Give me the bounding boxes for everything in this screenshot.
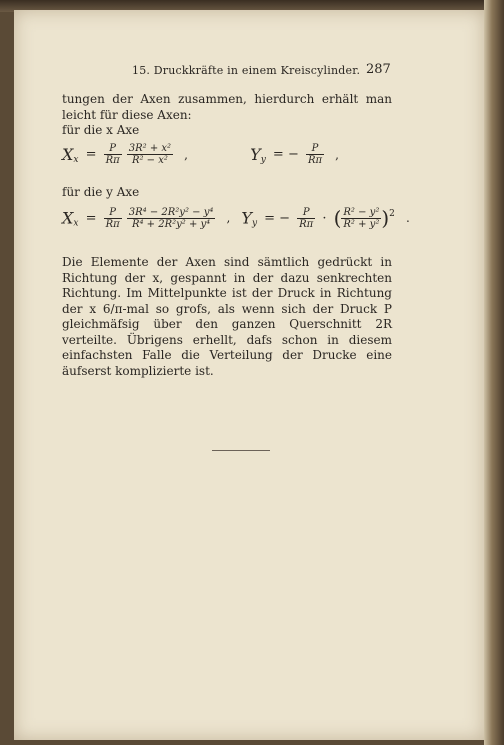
formula2-f3-num: P bbox=[302, 206, 310, 218]
formula2-f1-num: P bbox=[109, 206, 116, 218]
book-spine-edge bbox=[484, 0, 504, 745]
formula2-exponent: 2 bbox=[389, 209, 395, 220]
formula2-f4-num: R² − y² bbox=[343, 206, 380, 218]
formula2-paren-close: ) bbox=[381, 206, 390, 230]
formula1-f1-den: Rπ bbox=[105, 155, 120, 166]
formula1-fraction-3 bbox=[306, 143, 324, 166]
formula1-lhs-var: X bbox=[62, 145, 74, 164]
formula2-period: . bbox=[405, 211, 410, 225]
formula1-comma-2: , bbox=[335, 147, 339, 162]
formula2-rhs-equals: = − bbox=[264, 210, 291, 226]
intro-text: tungen der Axen zusammen, hierdurch erhält man leicht für diese Axen: bbox=[62, 92, 392, 122]
formula2-equals: = bbox=[85, 210, 97, 226]
formula2-fraction-3 bbox=[297, 207, 315, 230]
formula1-f3-den: Rπ bbox=[307, 155, 323, 166]
formula1-f2-den: R² − x² bbox=[127, 154, 173, 166]
formula2-lhs-var: X bbox=[62, 208, 74, 228]
formula-y-axis bbox=[62, 206, 422, 250]
formula1-f1-num: P bbox=[109, 143, 116, 154]
body-paragraph: Die Elemente der Axen sind sämtlich gedrückt in Richtung der x, gespannt in der dazu senkrechten Richtung. Im Mittelpunkte ist der Druck in Richtung der x 6/π-mal so grofs, als wenn sich der Druck P gleichmäfsig über den ganzen Querschnitt 2R verteilte. Übrigens erhellt, dafs schon in diesem einfachsten Falle die Verteilung der Drucke eine äufserst komplizierte ist. bbox=[62, 255, 392, 378]
formula2-fraction-1 bbox=[104, 207, 122, 230]
formula2-fraction-4 bbox=[341, 207, 381, 230]
header-title: 15. Druckkräfte in einem Kreiscylinder. bbox=[132, 64, 361, 77]
formula2-paren-open: ( bbox=[333, 206, 342, 230]
formula1-comma: , bbox=[184, 147, 188, 162]
formula-x-axis bbox=[62, 143, 422, 187]
section-divider bbox=[212, 450, 270, 451]
running-header bbox=[14, 62, 484, 82]
formula1-lhs-sub: x bbox=[73, 155, 79, 165]
label-x-axis: für die x Axe bbox=[62, 123, 140, 137]
formula2-rhs-var: Y bbox=[241, 208, 252, 228]
formula1-rhs-equals: = − bbox=[272, 147, 299, 162]
formula2-f2-den: R⁴ + 2R²y² + y⁴ bbox=[127, 218, 216, 230]
formula1-rhs-sub: y bbox=[260, 155, 266, 165]
formula1-equals: = bbox=[85, 147, 97, 162]
formula2-comma: , bbox=[226, 211, 231, 225]
formula2-lhs-sub: x bbox=[73, 218, 79, 229]
formula2-fraction-2 bbox=[127, 207, 216, 230]
page-number: 287 bbox=[366, 62, 391, 77]
book-page bbox=[14, 10, 484, 740]
formula2-f2-num: 3R⁴ − 2R²y² − y⁴ bbox=[128, 206, 214, 218]
formula1-fraction-1 bbox=[104, 143, 122, 166]
formula1-f3-num: P bbox=[311, 143, 319, 154]
formula2-rhs-sub: y bbox=[251, 218, 258, 229]
formula1-fraction-2 bbox=[127, 143, 173, 166]
formula1-f2-num: 3R² + x² bbox=[128, 143, 172, 154]
formula2-f4-den: R² + y² bbox=[343, 218, 380, 230]
formula2-dot: · bbox=[322, 210, 327, 226]
formula2-f1-den: Rπ bbox=[105, 218, 120, 230]
formula1-rhs-var: Y bbox=[250, 145, 261, 164]
label-y-axis: für die y Axe bbox=[62, 185, 140, 199]
formula2-f3-den: Rπ bbox=[299, 218, 314, 230]
